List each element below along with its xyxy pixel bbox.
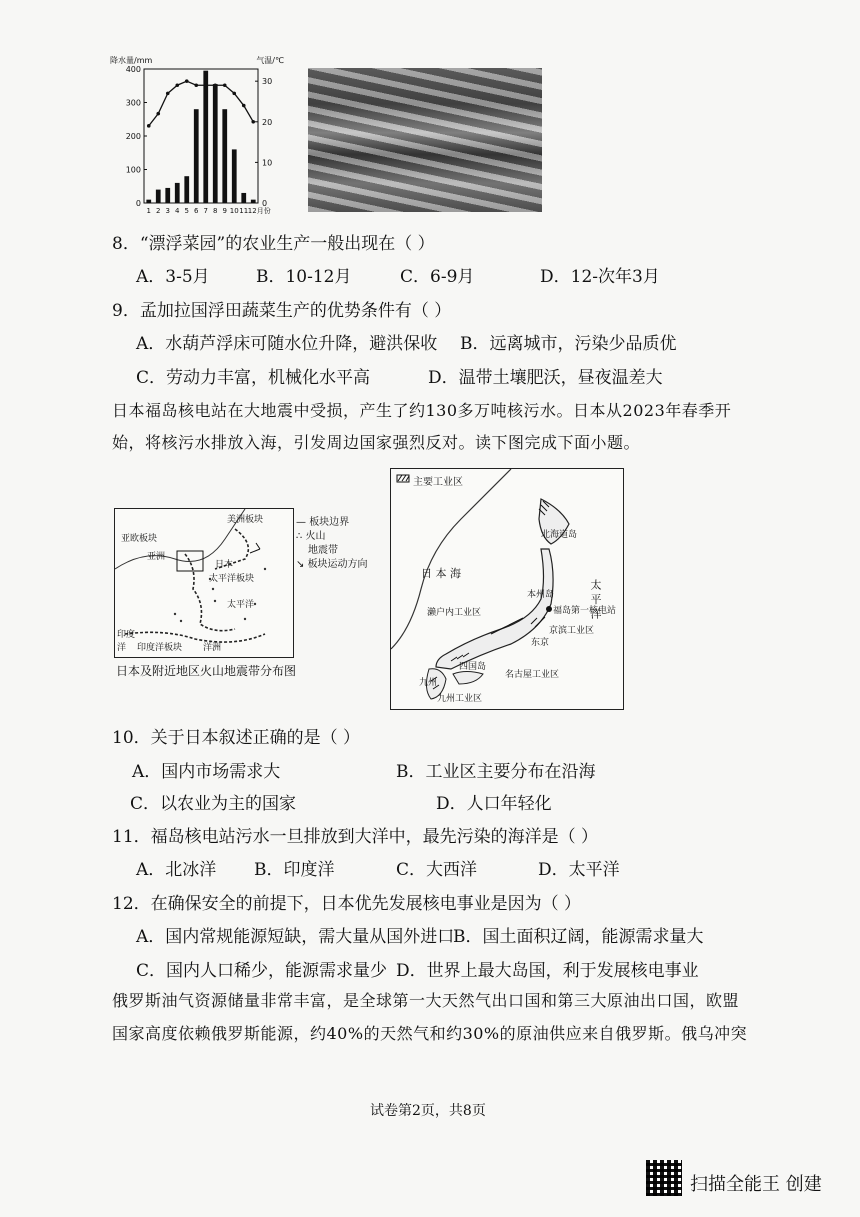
page-footer: 试卷第2页，共8页 <box>370 1103 486 1119</box>
precip-bar <box>146 200 151 203</box>
q8-option-b[interactable]: B．10-12月 <box>256 267 352 287</box>
label-kyushu-industrial: 九州工业区 <box>437 694 483 704</box>
q11-option-d[interactable]: D．太平洋 <box>538 860 620 880</box>
y-left-tick-label: 300 <box>125 98 141 108</box>
qr-code-icon <box>646 1160 682 1196</box>
q8-option-c[interactable]: C．6-9月 <box>400 267 475 287</box>
x-tick-label: 3 <box>165 207 170 215</box>
y-right-tick-label: 0 <box>262 199 268 208</box>
temperature-point <box>194 83 198 87</box>
volcano-map-legend <box>296 516 368 572</box>
temperature-point <box>156 112 160 116</box>
label-pacific-ocean: 太平洋 <box>227 600 255 610</box>
q11-option-b[interactable]: B．印度洋 <box>254 860 335 880</box>
label-fukushima: 福岛第一核电站 <box>553 606 617 616</box>
q9-option-d[interactable]: D．温带土壤肥沃，昼夜温差大 <box>428 368 663 388</box>
question-11-stem: 11．福岛核电站污水一旦排放到大洋中，最先污染的海洋是（ ） <box>112 827 599 847</box>
x-tick-label: 5 <box>184 207 189 215</box>
legend-plate-boundary: — 板块边界 <box>296 517 350 528</box>
precip-bar <box>222 109 227 203</box>
q10-option-d[interactable]: D．人口年轻化 <box>436 794 552 814</box>
precip-bar <box>203 71 208 203</box>
passage-2-line-1: 俄罗斯油气资源储量非常丰富，是全球第一大天然气出口国和第三大原油出口国，欧盟 <box>112 991 740 1010</box>
label-japan: 日本 <box>215 560 234 570</box>
q10-option-c[interactable]: C．以农业为主的国家 <box>130 794 297 814</box>
precip-bar <box>213 84 218 203</box>
label-americas-plate: 美洲板块 <box>227 515 264 525</box>
q9-option-b[interactable]: B．远离城市，污染少品质优 <box>460 334 677 354</box>
volcano-map-caption: 日本及附近地区火山地震带分布图 <box>116 664 297 678</box>
x-tick-label: 7 <box>203 207 208 215</box>
label-hokkaido: 北海道岛 <box>541 530 578 540</box>
label-honshu: 本州岛 <box>527 590 555 600</box>
q11-option-c[interactable]: C．大西洋 <box>396 860 478 880</box>
temperature-point <box>204 83 208 87</box>
label-keihin: 京滨工业区 <box>549 626 595 636</box>
temperature-point <box>147 124 151 128</box>
y-left-tick-label: 400 <box>125 65 141 74</box>
q8-option-a[interactable]: A．3-5月 <box>136 267 210 287</box>
y-left-axis-label: 降水量/mm <box>110 56 153 65</box>
label-asia: 亚洲 <box>147 552 166 562</box>
q10-option-b[interactable]: B．工业区主要分布在沿海 <box>396 762 596 782</box>
temperature-point <box>232 92 236 96</box>
q8-option-d[interactable]: D．12-次年3月 <box>540 267 660 287</box>
q10-option-a[interactable]: A．国内市场需求大 <box>132 762 281 782</box>
x-tick-label: 6 <box>194 207 199 215</box>
legend-volcano: ∴ 火山 <box>296 531 326 542</box>
question-8-stem: 8．“漂浮菜园”的农业生产一般出现在（ ） <box>112 234 435 254</box>
y-right-axis-label: 气温/℃ <box>256 56 284 65</box>
chart-frame <box>144 69 258 203</box>
precip-bar <box>156 190 161 203</box>
label-indian: 印度 <box>117 630 136 640</box>
label-pacific-ocean-right: 太 平 洋 <box>589 579 602 619</box>
temperature-point <box>213 83 217 87</box>
temperature-point <box>242 104 246 108</box>
legend-plate-direction: ↘ 板块运动方向 <box>296 559 368 570</box>
precip-bar <box>165 188 170 203</box>
passage-1-line-2: 始，将核污水排放入海，引发周边国家强烈反对。读下图完成下面小题。 <box>112 433 641 452</box>
y-left-tick-label: 0 <box>135 199 141 208</box>
watermark-text: 扫描全能王 创建 <box>690 1174 822 1195</box>
q9-option-a[interactable]: A．水葫芦浮床可随水位升降，避洪保收 <box>136 334 438 354</box>
question-9-stem: 9．孟加拉国浮田蔬菜生产的优势条件有（ ） <box>112 301 452 321</box>
x-tick-label: 4 <box>175 207 180 215</box>
label-nagoya: 名古屋工业区 <box>505 670 560 680</box>
precip-bar <box>175 183 180 203</box>
x-tick-label: 1 <box>146 207 151 215</box>
label-eurasian-plate: 亚欧板块 <box>121 534 158 544</box>
question-10-stem: 10．关于日本叙述正确的是（ ） <box>112 728 361 748</box>
y-left-tick-label: 200 <box>125 132 141 141</box>
label-indian-ocean: 洋 <box>117 643 127 653</box>
precip-bar <box>241 193 246 203</box>
y-left-tick-label: 100 <box>125 165 141 175</box>
precip-bar <box>251 200 256 203</box>
passage-2-line-2: 国家高度依赖俄罗斯能源，约40%的天然气和约30%的原油供应来自俄罗斯。俄乌冲突 <box>112 1024 748 1043</box>
precip-bar <box>194 109 199 203</box>
label-pacific-plate: 太平洋板块 <box>209 574 255 584</box>
legend-industrial-zone: 主要工业区 <box>413 477 463 488</box>
label-oceania: 洋洲 <box>203 643 222 653</box>
x-tick-label: 2 <box>156 207 161 215</box>
temperature-point <box>185 79 189 83</box>
temperature-point <box>175 83 179 87</box>
x-tick-label: 9 <box>222 207 227 215</box>
question-12-stem: 12．在确保安全的前提下，日本优先发展核电事业是因为（ ） <box>112 894 582 914</box>
q9-option-c[interactable]: C．劳动力丰富，机械化水平高 <box>136 368 371 388</box>
legend-earthquake-zone: 地震带 <box>308 545 338 556</box>
temperature-point <box>251 120 255 124</box>
q12-option-d[interactable]: D．世界上最大岛国，利于发展核电事业 <box>396 961 699 981</box>
label-shikoku: 四国岛 <box>459 662 487 672</box>
temperature-line <box>149 81 254 126</box>
x-tick-label: 10 <box>229 207 239 215</box>
q12-option-a[interactable]: A．国内常规能源短缺，需大量从国外进口 <box>136 927 455 947</box>
x-tick-label: 8 <box>213 207 218 215</box>
temperature-point <box>223 83 227 87</box>
q12-option-c[interactable]: C．国内人口稀少，能源需求量少 <box>136 961 388 981</box>
y-right-tick-label: 10 <box>262 158 273 168</box>
label-tokyo: 东京 <box>531 638 550 648</box>
japan-industry-map <box>390 468 624 710</box>
q11-option-a[interactable]: A．北冰洋 <box>136 860 217 880</box>
label-setouchi: 濑户内工业区 <box>427 608 482 618</box>
floating-garden-photo <box>308 68 542 212</box>
y-right-tick-label: 20 <box>262 117 273 127</box>
x-tick-label: 11 <box>239 207 249 215</box>
passage-1-line-1: 日本福岛核电站在大地震中受损，产生了约130多万吨核污水。日本从2023年春季开 <box>112 401 732 420</box>
precip-bar <box>232 149 237 203</box>
y-right-tick-label: 30 <box>262 77 273 87</box>
label-sea-of-japan: 日 本 海 <box>421 567 461 580</box>
volcano-earthquake-map <box>114 508 294 658</box>
label-kyushu-island: 九州 <box>419 678 438 688</box>
temperature-point <box>166 92 170 96</box>
label-indo-plate: 印度洋板块 <box>137 643 183 653</box>
climate-chart <box>108 55 284 220</box>
climate-chart-svg <box>108 55 284 220</box>
q12-option-b[interactable]: B．国土面积辽阔，能源需求量大 <box>453 927 704 947</box>
x-tick-label: 12月份 <box>247 207 271 215</box>
precip-bar <box>184 176 189 203</box>
